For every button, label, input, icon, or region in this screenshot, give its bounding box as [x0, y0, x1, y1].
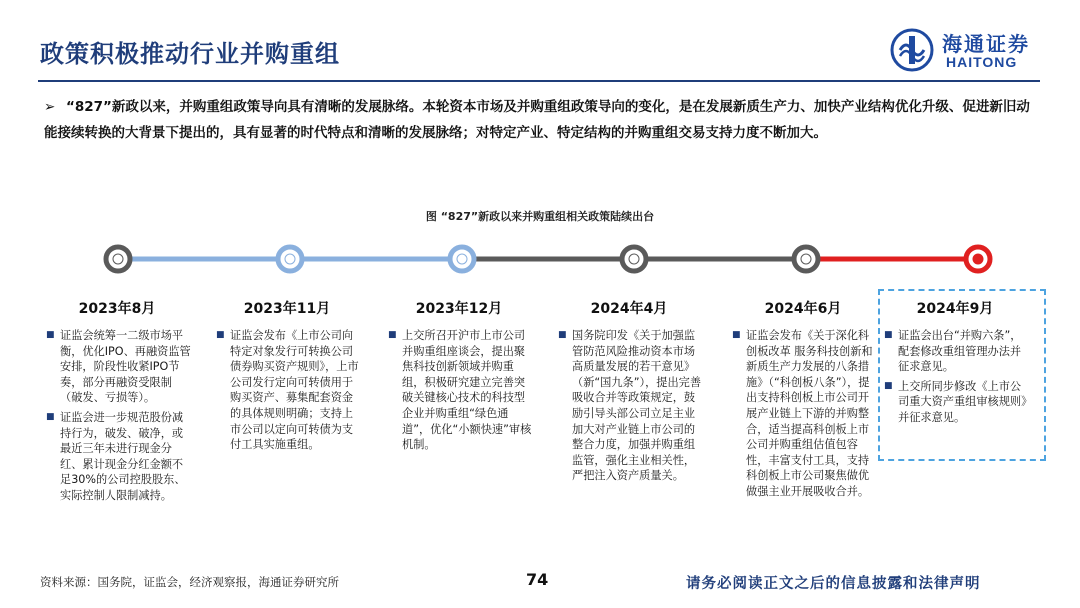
- milestone-item: [880, 328, 1030, 375]
- milestone-item: [554, 328, 704, 484]
- milestone-2: [212, 298, 362, 457]
- square-bullet-icon: ■: [884, 380, 893, 391]
- milestone-item-text: 上交所同步修改《上市公司重大资产重组审核规则》并征求意见。: [898, 379, 1027, 424]
- milestone-items: [554, 328, 704, 484]
- square-bullet-icon: ■: [46, 411, 55, 422]
- logo-english-text: HAITONG: [946, 54, 1018, 70]
- milestone-items: [42, 328, 192, 504]
- timeline-node-dot: [285, 254, 295, 264]
- square-bullet-icon: ■: [732, 330, 741, 340]
- milestone-date: 2023年12月: [415, 301, 503, 317]
- milestone-item-text: 证监会出台“并购六条”，配套修改重组管理办法并征求意见。: [898, 329, 1022, 374]
- milestone-item-text: 上交所召开沪市上市公司并购重组座谈会，提出聚焦科技创新领域并购重组，积极研究建立完善突破关键核心技术的科技型企业并购重组“绿色通道”，优化“小额快速”审核机制。: [402, 329, 532, 452]
- milestone-1: [42, 298, 192, 508]
- page-title: 政策积极推动行业并购重组: [40, 40, 340, 68]
- square-bullet-icon: ■: [884, 330, 893, 340]
- milestone-date: 2023年8月: [78, 301, 156, 317]
- milestone-items: [728, 328, 878, 500]
- milestone-date: 2023年11月: [243, 301, 331, 317]
- disclaimer: 请务必阅读正文之后的信息披露和法律声明: [686, 576, 981, 592]
- timeline: [0, 0, 1080, 300]
- square-bullet-icon: ■: [388, 330, 397, 340]
- timeline-node-dot: [973, 254, 983, 264]
- milestone-date: 2024年6月: [764, 301, 842, 317]
- page-number: 74: [526, 570, 549, 589]
- square-bullet-icon: ■: [558, 330, 567, 340]
- timeline-node-dot: [629, 254, 639, 264]
- milestone-date: 2024年9月: [916, 301, 994, 317]
- milestone-item-text: 证监会发布《关于深化科创板改革 服务科技创新和新质生产力发展的八条措施》（“科创板八条”），提出支持科创板上市公司开展产业链上下游的并购整合，适当提高科创板上市公司并购重组估值包容性，丰富支付工具，支持科创板上市公司聚焦做优做强主业开展吸收合并。: [746, 329, 873, 498]
- square-bullet-icon: ■: [46, 330, 55, 340]
- milestone-date: 2024年4月: [590, 301, 668, 317]
- milestone-item: [728, 328, 878, 500]
- timeline-node-dot: [801, 254, 811, 264]
- milestone-items: [384, 328, 534, 453]
- figure-title: 图 “827”新政以来并购重组相关政策陆续出台: [425, 210, 655, 223]
- milestone-5: [728, 298, 878, 504]
- timeline-node-dot: [113, 254, 123, 264]
- milestone-items: [880, 328, 1030, 426]
- milestone-items: [212, 328, 362, 453]
- milestone-item: [880, 379, 1030, 426]
- milestone-item: [42, 328, 192, 406]
- source-note: 资料来源：国务院，证监会，经济观察报，海通证券研究所: [40, 575, 339, 589]
- milestone-item-text: 证监会统筹一二级市场平衡，优化IPO、再融资监管安排，阶段性收紧IPO节奏，部分再融资受限制（破发、亏损等）。: [60, 329, 191, 405]
- milestone-item: [42, 410, 192, 504]
- logo-chinese-text: 海通证券: [942, 32, 1030, 56]
- square-bullet-icon: ■: [216, 330, 225, 340]
- milestone-4: [554, 298, 704, 488]
- milestone-item-text: 证监会进一步规范股份减持行为，破发、破净，或最近三年未进行现金分红、累计现金分红金额不足30%的公司控股股东、实际控制人限制减持。: [60, 410, 186, 502]
- milestone-item: [212, 328, 362, 453]
- milestone-item-text: 国务院印发《关于加强监管防范风险推动资本市场高质量发展的若干意见》（新“国九条”），提出完善吸收合并等政策规定，鼓励引导头部公司立足主业加大对产业链上市公司的整合力度，加强并购重组监管，强化主业相关性，严把注入资产质量关。: [572, 329, 702, 483]
- milestone-item-text: 证监会发布《上市公司向特定对象发行可转换公司债券购买资产规则》，上市公司发行定向可转债用于购买资产、募集配套资金的具体规则明确；支持上市公司以定向可转债为支付工具实施重组。: [230, 329, 359, 452]
- milestone-6: [880, 298, 1030, 430]
- milestone-3: [384, 298, 534, 457]
- timeline-node-dot: [457, 254, 467, 264]
- milestone-item: [384, 328, 534, 453]
- intro-text: “827”新政以来，并购重组政策导向具有清晰的发展脉络。本轮资本市场及并购重组政策导向的变化，是在发展新质生产力、加快产业结构优化升级、促进新旧动能接续转换的大背景下提出的，具有显著的时代特点和清晰的发展脉络；对特定产业、特定结构的并购重组交易支持力度不断加大。: [44, 99, 1030, 141]
- arrow-bullet-icon: ➢: [44, 99, 56, 115]
